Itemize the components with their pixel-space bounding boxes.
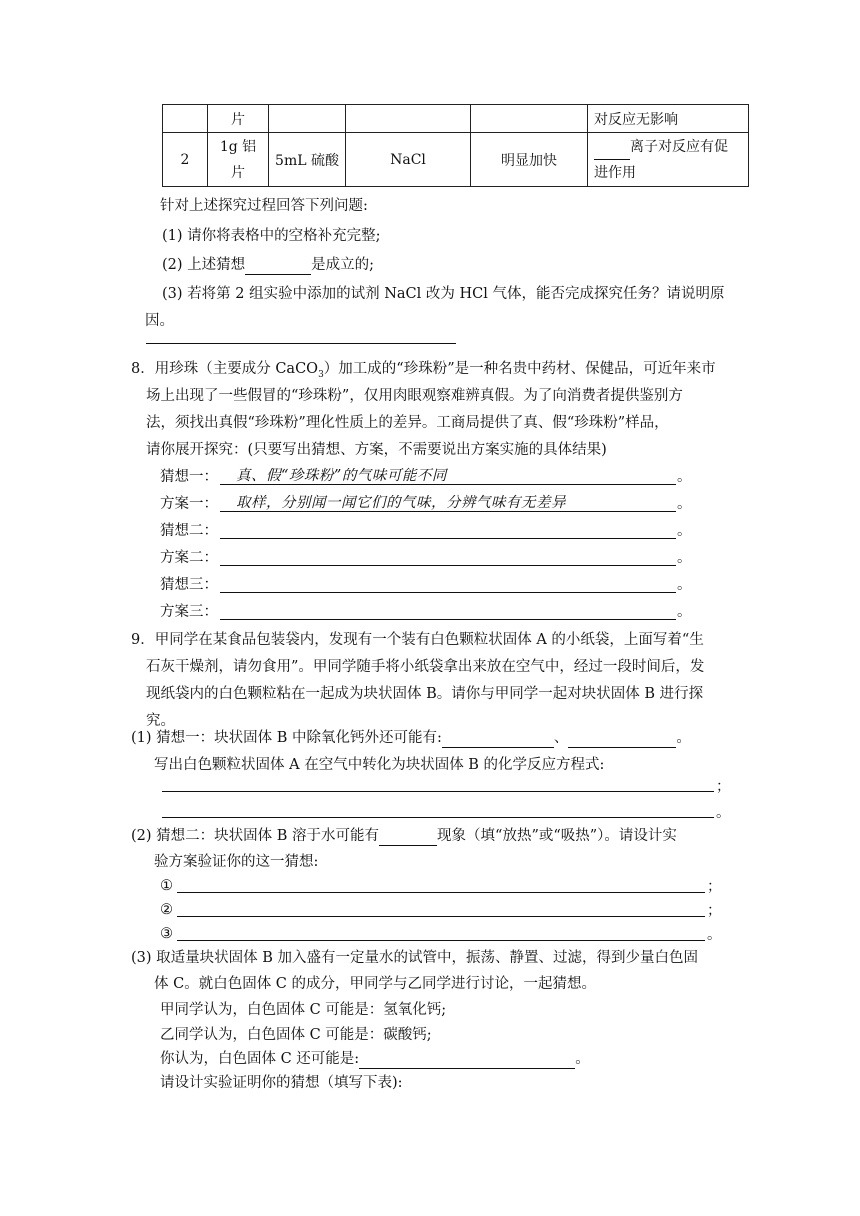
- guess1-label: 猜想一：: [160, 469, 218, 485]
- q7-sub1: (1) 请你将表格中的空格补充完整;: [162, 228, 381, 244]
- guess3-label: 猜想三：: [160, 577, 218, 593]
- table-cell-reagent: NaCl: [346, 133, 471, 187]
- q9-sub1-text: (1) 猜想一：块状固体 B 中除氧化钙外还可能有:: [131, 730, 442, 746]
- q8-line1: [131, 359, 716, 385]
- period: 。: [677, 550, 692, 566]
- answer-line[interactable]: [177, 916, 705, 917]
- plan1-answer: 取样，分别闻一闻它们的气味，分辨气味有无差异: [236, 495, 566, 511]
- q8-line2: 场上出现了一些假冒的“珍珠粉”，仅用肉眼观察难辨真假。为了向消费者提供鉴别方: [146, 388, 683, 404]
- period: 。: [677, 469, 692, 485]
- table-cell: [471, 105, 588, 133]
- q9-sub2-cont: 验方案验证你的这一猜想:: [154, 854, 319, 870]
- q9-sub2-text-end: 现象（填“放热”或“吸热”）。请设计实: [437, 828, 677, 844]
- q8-text: ）加工成的“珍珠粉”是一种名贵中药材、保健品，可近年来市: [323, 361, 716, 377]
- blank-field[interactable]: [594, 143, 630, 160]
- answer-line[interactable]: [220, 511, 676, 512]
- q9-line4: 究。: [146, 713, 175, 729]
- table-cell: [269, 105, 346, 133]
- q9-line3: 现纸袋内的白色颗粒粘在一起成为块状固体 B。请你与甲同学一起对块状固体 B 进行探: [146, 686, 704, 702]
- q9-line2: 石灰干燥剂，请勿食用”。甲同学随手将小纸袋拿出来放在空气中，经过一段时间后，发: [146, 659, 705, 675]
- blank-field[interactable]: [442, 731, 554, 748]
- q9-sub2: [131, 826, 677, 846]
- table-cell-metal: 1g 铝 片: [208, 133, 269, 187]
- answer-line[interactable]: [220, 619, 676, 620]
- q9-design: 请设计实验证明你的猜想（填写下表):: [160, 1075, 403, 1091]
- q9-jia: 甲同学认为，白色固体 C 可能是：氢氧化钙;: [160, 1002, 447, 1018]
- table-cell-phenomenon: 明显加快: [471, 133, 588, 187]
- q9-you-text: 你认为，白色固体 C 还可能是:: [160, 1051, 360, 1067]
- table-cell-acid: 5mL 硫酸: [269, 133, 346, 187]
- answer-line[interactable]: [162, 791, 714, 792]
- answer-line[interactable]: [220, 538, 676, 539]
- table-cell: [163, 105, 208, 133]
- answer-line[interactable]: [220, 565, 676, 566]
- plan3-label: 方案三：: [160, 604, 218, 620]
- period: 。: [677, 523, 692, 539]
- guess1-answer: 真、假“珍珠粉”的气味可能不同: [236, 468, 447, 484]
- answer-line[interactable]: [146, 343, 456, 344]
- q8-line4: 请你展开探究：(只要写出猜想、方案，不需要说出方案实施的具体结果): [146, 442, 607, 458]
- q7-sub3-cont: 因。: [145, 313, 174, 329]
- period: 。: [716, 805, 731, 821]
- plan1-label: 方案一：: [160, 496, 218, 512]
- period: 。: [677, 496, 692, 512]
- q9-sub2-text: (2) 猜想二：块状固体 B 溶于水可能有: [131, 828, 380, 844]
- semicolon: ；: [707, 879, 722, 895]
- table-cell: 片: [208, 105, 269, 133]
- separator: 、: [553, 730, 569, 746]
- q9-sub3: (3) 取适量块状固体 B 加入盛有一定量水的试管中，振荡、静置、过滤，得到少量白色固: [131, 950, 699, 966]
- marker-2: ②: [160, 902, 173, 918]
- table-cell: 对反应无影响: [588, 105, 749, 133]
- q7-sub2-text-end: 是成立的;: [311, 257, 375, 273]
- answer-line[interactable]: [162, 817, 714, 818]
- q8-text: 8．用珍珠（主要成分 CaCO: [131, 361, 319, 377]
- experiment-table: [162, 104, 749, 187]
- conclusion-text: 离子对反应有促 进作用: [594, 138, 728, 181]
- blank-field[interactable]: [568, 731, 676, 748]
- q9-you: [160, 1049, 590, 1069]
- semicolon: ；: [707, 903, 722, 919]
- plan2-label: 方案二：: [160, 550, 218, 566]
- semicolon: ；: [716, 779, 731, 795]
- q9-line1: 9．甲同学在某食品包装袋内，发现有一个装有白色颗粒状固体 A 的小纸袋，上面写着“生: [131, 632, 704, 648]
- period: 。: [707, 927, 722, 943]
- q7-sub3: (3) 若将第 2 组实验中添加的试剂 NaCl 改为 HCl 气体，能否完成探究任务？请说明原: [162, 286, 725, 302]
- marker-1: ①: [160, 878, 173, 894]
- table-cell-conclusion: [588, 133, 749, 187]
- q7-sub2: [162, 255, 374, 275]
- table-row: [163, 133, 749, 187]
- q8-line3: 法，须找出真假“珍珠粉”理化性质上的差异。工商局提供了真、假“珍珠粉”样品，: [146, 415, 669, 431]
- q9-yi: 乙同学认为，白色固体 C 可能是：碳酸钙;: [160, 1027, 432, 1043]
- blank-field[interactable]: [379, 829, 437, 846]
- table-cell: [346, 105, 471, 133]
- period: 。: [677, 577, 692, 593]
- guess2-label: 猜想二：: [160, 523, 218, 539]
- period: 。: [676, 730, 691, 746]
- table-row: [163, 105, 749, 133]
- q9-sub1: [131, 728, 691, 748]
- blank-field[interactable]: [359, 1052, 575, 1069]
- answer-line[interactable]: [220, 592, 676, 593]
- period: 。: [575, 1051, 590, 1067]
- table-cell-no: 2: [163, 133, 208, 187]
- blank-field[interactable]: [245, 258, 311, 275]
- answer-line[interactable]: [177, 892, 705, 893]
- q7-intro: 针对上述探究过程回答下列问题:: [160, 198, 368, 214]
- q9-sub3-cont: 体 C。就白色固体 C 的成分，甲同学与乙同学进行讨论，一起猜想。: [154, 976, 597, 992]
- q9-sub1-eq: 写出白色颗粒状固体 A 在空气中转化为块状固体 B 的化学反应方程式:: [154, 757, 605, 773]
- q7-sub2-text: (2) 上述猜想: [162, 257, 246, 273]
- answer-line[interactable]: [177, 940, 705, 941]
- period: 。: [677, 604, 692, 620]
- marker-3: ③: [160, 926, 173, 942]
- answer-line[interactable]: [220, 484, 676, 485]
- subscript: 3: [318, 369, 324, 380]
